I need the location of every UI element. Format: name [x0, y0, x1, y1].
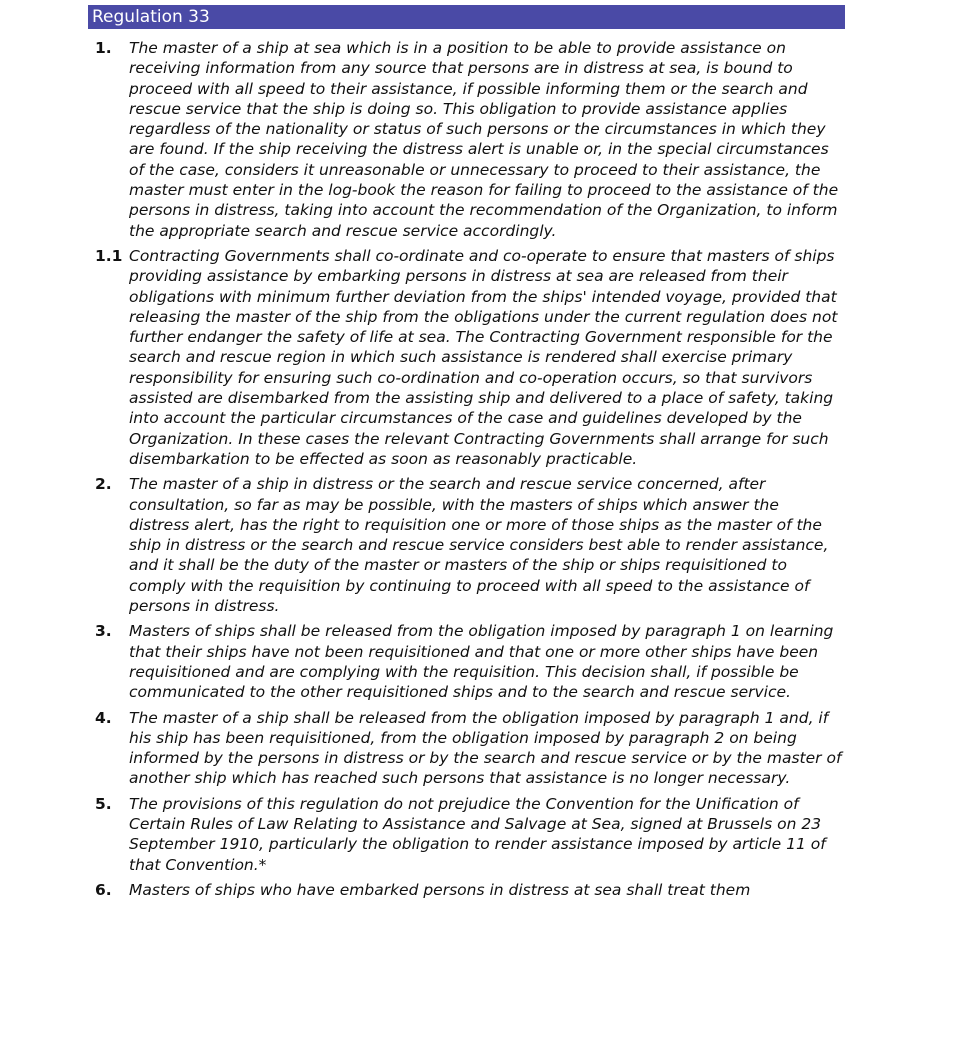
paragraph-number: 3. — [95, 622, 112, 641]
paragraph-text: Masters of ships shall be released from the obligation imposed by paragraph 1 on learning that their ships have not been requisitioned and that one or more other ships have been requisitioned and are complying with the requisition. This decision shall, if possible be communicated to the other requisitioned ships and to the search and rescue service. — [129, 622, 834, 702]
paragraph-text: The provisions of this regulation do not prejudice the Convention for the Unification of Certain Rules of Law Relating to Assistance and Salvage at Sea, signed at Brussels on 23 September 1910, particularly the obligation to render assistance imposed by article 11 of that Convention.* — [129, 794, 826, 874]
paragraph-number: 6. — [95, 880, 112, 899]
paragraph-text: The master of a ship shall be released from the obligation imposed by paragraph 1 and, if his ship has been requisitioned, from the obligation imposed by paragraph 2 on being informed by the persons in distress or by the search and rescue service or by the master of another ship which has reached such persons that assistance is no longer necessary. — [129, 708, 842, 788]
paragraph-1 — [95, 38, 845, 241]
paragraph-text: The master of a ship in distress or the search and rescue service concerned, after consultation, so far as may be possible, with the masters of ships which answer the distress alert, has the right to requisition one or more of those ships as the master of the ship in distress or the search and rescue service considers best able to render assistance, and it shall be the duty of the master or masters of the ship or ships requisitioned to comply with the requisition by continuing to proceed with all speed to the assistance of persons in distress. — [129, 475, 829, 616]
paragraph-number: 4. — [95, 708, 112, 727]
paragraph-number: 5. — [95, 794, 112, 813]
paragraph-3 — [95, 621, 845, 702]
paragraph-list — [95, 38, 845, 905]
paragraph-2 — [95, 474, 845, 616]
paragraph-text: Contracting Governments shall co-ordinate and co-operate to ensure that masters of ships providing assistance by embarking persons in distress at sea are released from their obligations with minimum further deviation from the ships' intended voyage, provided that releasing the master of the ship from the obligations under the current regulation does not further endanger the safety of life at sea. The Contracting Government responsible for the search and rescue region in which such assistance is rendered shall exercise primary responsibility for ensuring such co-ordination and co-operation occurs, so that survivors assisted are disembarked from the assisting ship and delivered to a place of safety, taking into account the particular circumstances of the case and guidelines developed by the Organization. In these cases the relevant Contracting Governments shall arrange for such disembarkation to be effected as soon as reasonably practicable. — [129, 246, 838, 468]
paragraph-5 — [95, 794, 845, 875]
regulation-heading: Regulation 33 — [92, 7, 210, 27]
paragraph-number: 1.1 — [95, 246, 123, 265]
paragraph-text: The master of a ship at sea which is in a position to be able to provide assistance on receiving information from any source that persons are in distress at sea, is bound to proceed with all speed to their assistance, if possible informing them or the search and rescue service that the ship is doing so. This obligation to provide assistance applies regardless of the nationality or status of such persons or the circumstances in which they are found. If the ship receiving the distress alert is unable or, in the special circumstances of the case, considers it unreasonable or unnecessary to proceed to their assistance, the master must enter in the log-book the reason for failing to proceed to the assistance of the persons in distress, taking into account the recommendation of the Organization, to inform the appropriate search and rescue service accordingly. — [129, 39, 839, 240]
regulation-heading-bar — [88, 5, 845, 29]
paragraph-6 — [95, 880, 845, 900]
paragraph-1-1 — [95, 246, 845, 469]
paragraph-number: 2. — [95, 475, 112, 494]
paragraph-4 — [95, 708, 845, 789]
paragraph-number: 1. — [95, 39, 112, 57]
paragraph-text: Masters of ships who have embarked persons in distress at sea shall treat them — [129, 880, 751, 899]
